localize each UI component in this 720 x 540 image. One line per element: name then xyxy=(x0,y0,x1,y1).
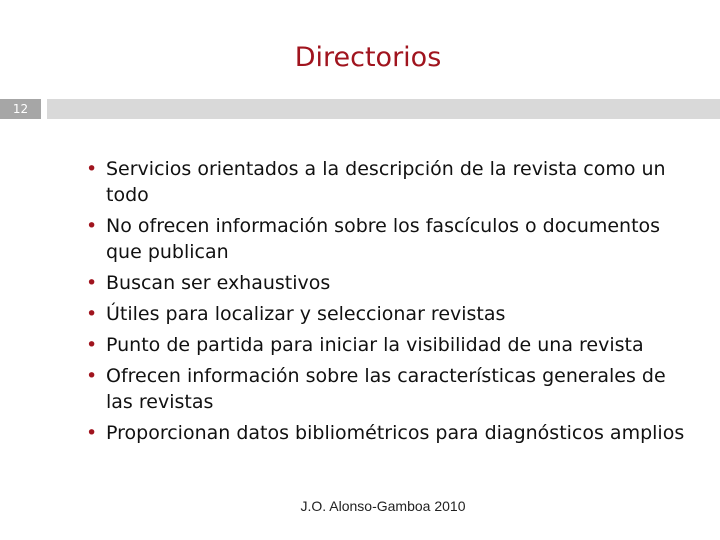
bullet-item xyxy=(86,270,686,296)
slide-number: 12 xyxy=(0,99,41,119)
slide-title: Directorios xyxy=(294,42,442,73)
bullet-item xyxy=(86,156,686,208)
bullet-text: No ofrecen información sobre los fascículos o documentos que publican xyxy=(106,215,661,263)
bullet-icon: • xyxy=(86,303,98,325)
header-bar xyxy=(47,99,720,119)
bullet-text: Proporcionan datos bibliométricos para diagnósticos amplios xyxy=(106,422,685,444)
bullet-item xyxy=(86,301,686,327)
bullet-item xyxy=(86,213,686,265)
bullet-text: Buscan ser exhaustivos xyxy=(106,272,331,294)
bullet-icon: • xyxy=(86,272,98,294)
bullet-item xyxy=(86,332,686,358)
bullet-icon: • xyxy=(86,334,98,356)
bullet-text: Servicios orientados a la descripción de la revista como un todo xyxy=(106,158,666,206)
bullet-icon: • xyxy=(86,158,98,180)
bullet-icon: • xyxy=(86,422,98,444)
bullet-text: Ofrecen información sobre las características generales de las revistas xyxy=(106,365,666,413)
bullet-icon: • xyxy=(86,365,98,387)
footer-credit: J.O. Alonso-Gamboa 2010 xyxy=(300,498,466,514)
bullet-text: Punto de partida para iniciar la visibilidad de una revista xyxy=(106,334,644,356)
bullet-item xyxy=(86,363,686,415)
bullet-list xyxy=(86,156,686,451)
bullet-text: Útiles para localizar y seleccionar revistas xyxy=(106,303,506,325)
bullet-item xyxy=(86,420,686,446)
bullet-icon: • xyxy=(86,215,98,237)
